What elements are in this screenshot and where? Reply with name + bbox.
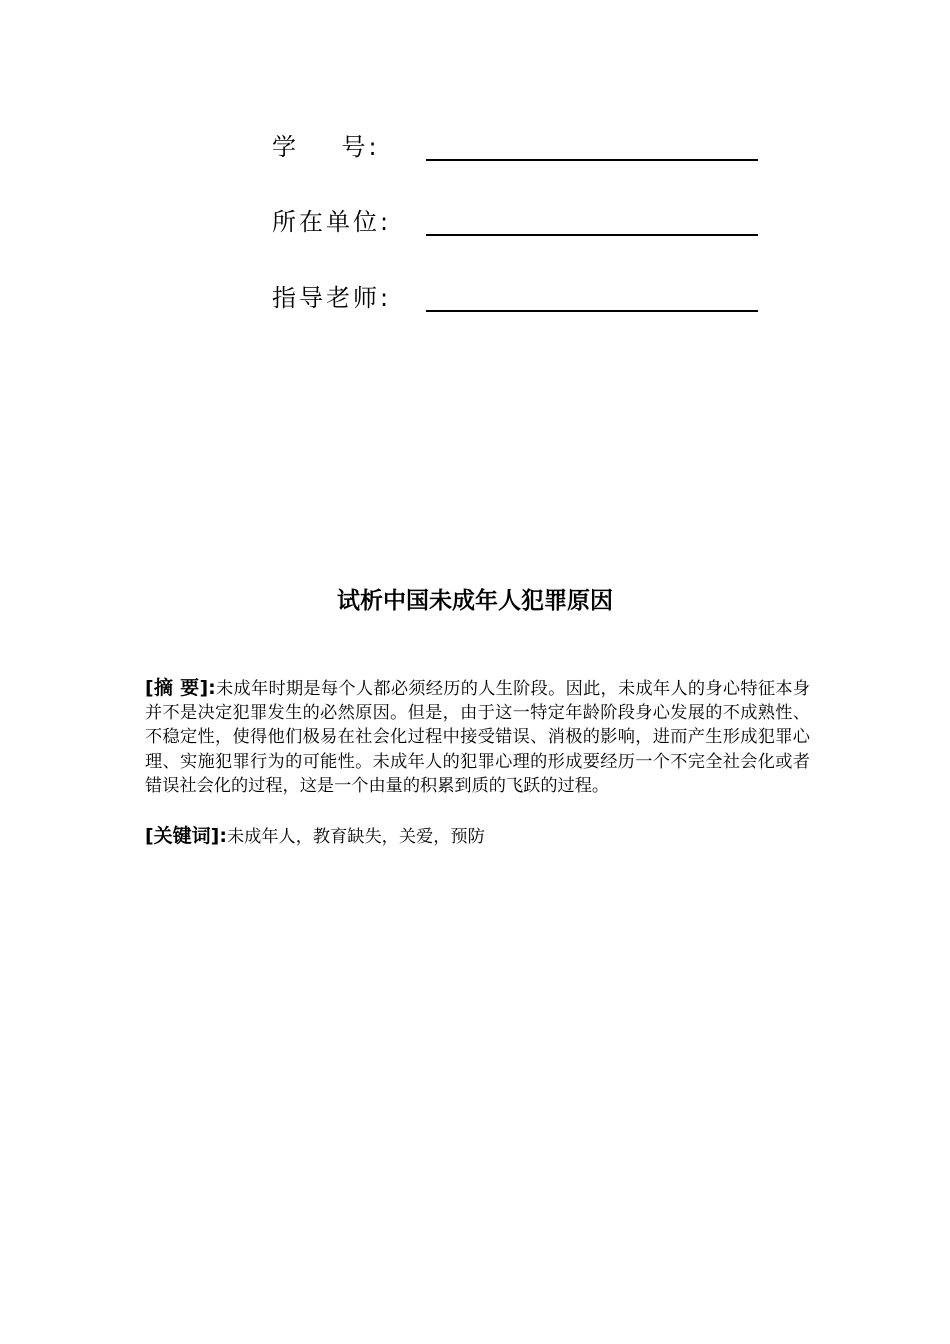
advisor-blank-line bbox=[426, 310, 758, 312]
abstract-text: 未成年时期是每个人都必须经历的人生阶段。因此，未成年人的身心特征本身并不是决定犯罪发生的必然原因。但是，由于这一特定年龄阶段身心发展的不成熟性、不稳定性，使得他们极易在社会化过程中接受错误、消极的影响，进而产生形成犯罪心理、实施犯罪行为的可能性。未成年人的犯罪心理的形成要经历一个不完全社会化或者错误社会化的过程，这是一个由量的积累到质的飞跃的过程。 bbox=[145, 679, 810, 796]
form-row-student-id bbox=[272, 131, 758, 167]
keywords-section bbox=[145, 823, 810, 850]
unit-label: 所在单位: bbox=[272, 208, 392, 236]
keywords-text: 未成年人，教育缺失，关爱，预防 bbox=[226, 827, 485, 847]
form-row-unit bbox=[272, 206, 758, 242]
abstract-label: [摘 要]: bbox=[145, 677, 216, 699]
abstract-section bbox=[145, 676, 810, 798]
unit-blank-line bbox=[426, 234, 758, 236]
keywords-label: [关键词]: bbox=[145, 825, 227, 847]
document-title: 试析中国未成年人犯罪原因 bbox=[337, 588, 613, 614]
advisor-label: 指导老师: bbox=[272, 284, 392, 312]
form-row-advisor bbox=[272, 282, 758, 318]
student-id-label: 学 号: bbox=[272, 133, 380, 161]
student-id-blank-line bbox=[426, 159, 758, 161]
